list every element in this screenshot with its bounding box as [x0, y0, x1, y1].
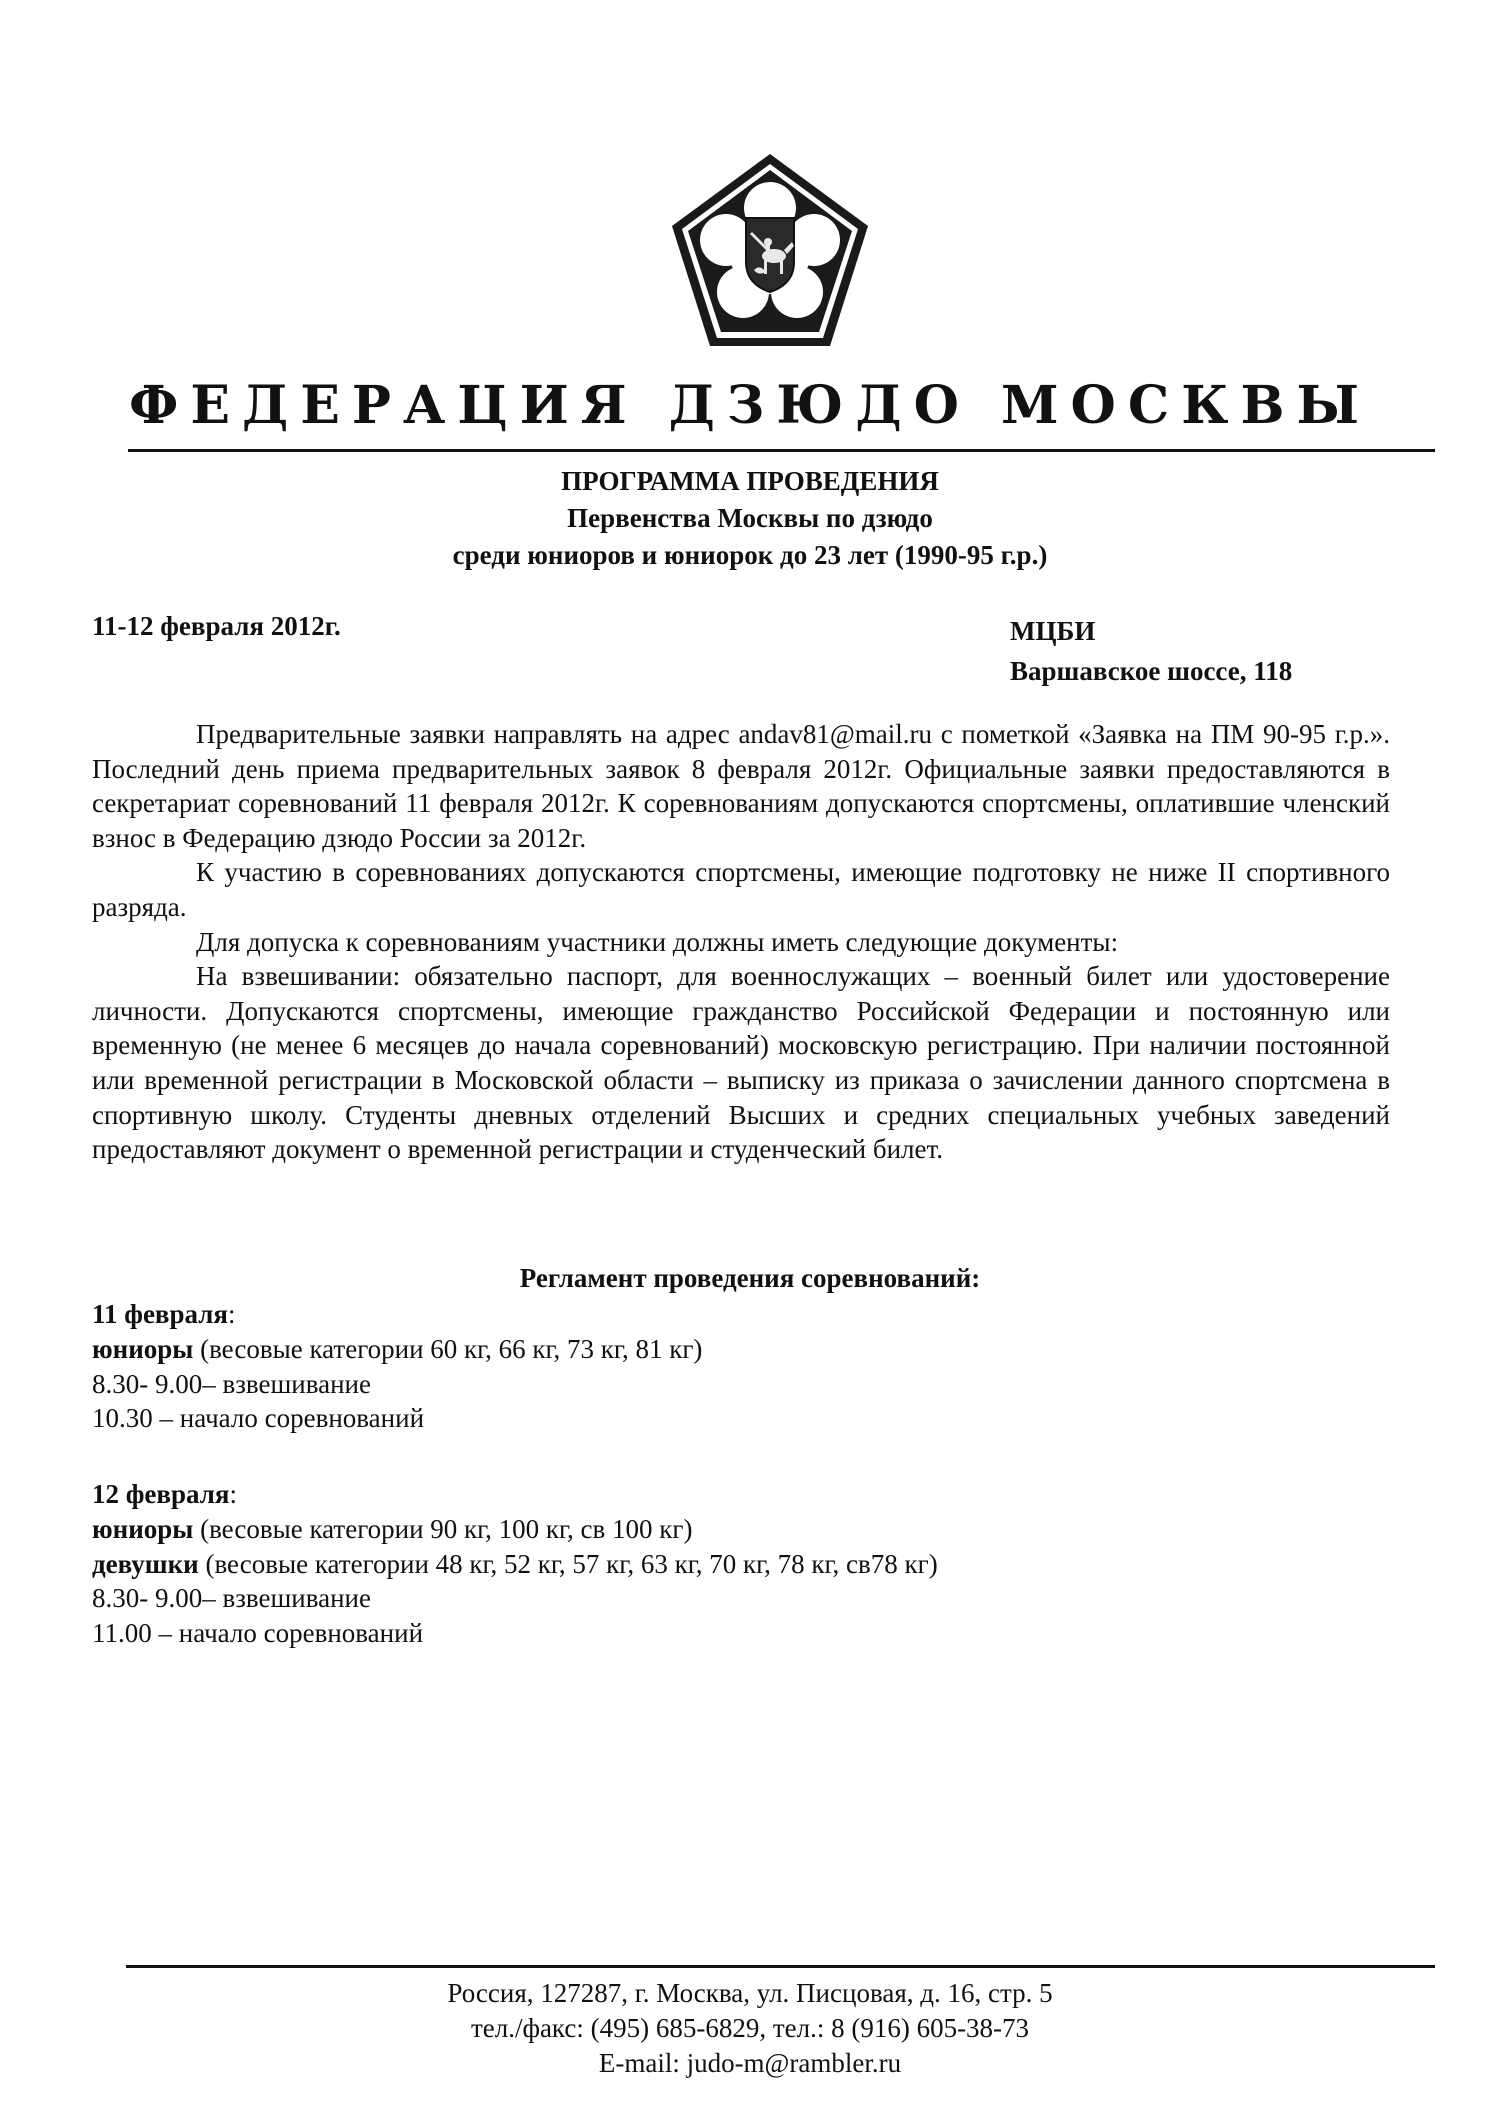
header-divider: [128, 449, 1435, 452]
body-text: [92, 717, 1390, 1167]
paragraph-applications: Предварительные заявки направлять на адрес andav81@mail.ru с пометкой «Заявка на ПМ 90-95 г.р.». Последний день приема предварительных заявок 8 февраля 2012г. Официальные заявки предоставляются в секретариат соревнований 11 февраля 2012г. К соревнованиям допускаются спортсмены, оплатившие членский взнос в Федерацию дзюдо России за 2012г.: [92, 719, 1390, 853]
day-2-start: 11.00 – начало соревнований: [92, 1618, 424, 1649]
day-1-weigh-in: 8.30- 9.00– взвешивание: [92, 1368, 371, 1399]
day-2-group2-categories: (весовые категории 48 кг, 52 кг, 57 кг, 63 кг, 70 кг, 78 кг, св78 кг): [198, 1548, 938, 1579]
day-1-group-juniors: [92, 1332, 702, 1367]
event-venue: [1010, 611, 1292, 691]
day-2-group1-categories: (весовые категории 90 кг, 100 кг, св 100 кг): [193, 1513, 693, 1544]
day-1-colon: :: [228, 1299, 236, 1329]
footer-address: Россия, 127287, г. Москва, ул. Писцовая, д. 16, стр. 5: [447, 1978, 1053, 2008]
venue-address: Варшавское шоссе, 118: [1010, 656, 1293, 686]
day-1-start: 10.30 – начало соревнований: [92, 1403, 425, 1434]
day-2-group-juniors: [92, 1512, 938, 1547]
day-2-weigh-in: 8.30- 9.00– взвешивание: [92, 1583, 371, 1614]
day-2-group-girls: [92, 1547, 938, 1582]
footer-email: E-mail: judo-m@rambler.ru: [598, 2048, 902, 2078]
moscow-emblem-icon: [668, 150, 873, 350]
venue-name: МЦБИ: [1010, 616, 1096, 646]
schedule-day-1: [92, 1297, 702, 1436]
day-1-group-categories: (весовые категории 60 кг, 66 кг, 73 кг, 81 кг): [193, 1333, 703, 1364]
footer-phones: тел./факс: (495) 685-6829, тел.: 8 (916) 605-38-73: [470, 2013, 1030, 2043]
schedule-title: Регламент проведения соревнований:: [519, 1263, 981, 1293]
paragraph-eligibility: К участию в соревнованиях допускаются спортсмены, имеющие подготовку не ниже II спортивного разряда.: [92, 857, 1390, 922]
day-1-date: 11 февраля: [92, 1299, 229, 1329]
program-subtitle: Первенства Москвы по дзюдо: [567, 503, 933, 533]
footer-divider: [126, 1965, 1435, 1968]
day-2-heading: [92, 1477, 938, 1512]
day-1-group-label: юниоры: [92, 1333, 194, 1364]
day-2-colon: :: [229, 1479, 238, 1509]
day-2-group1-label: юниоры: [92, 1513, 194, 1544]
program-subtitle-age: среди юниоров и юниорок до 23 лет (1990-95 г.р.): [452, 540, 1048, 570]
day-2-date: 12 февраля: [92, 1479, 230, 1509]
federation-title: ФЕДЕРАЦИЯ ДЗЮДО МОСКВЫ: [129, 375, 1371, 436]
program-title: ПРОГРАММА ПРОВЕДЕНИЯ: [561, 466, 939, 496]
paragraph-weigh-in: На взвешивании: обязательно паспорт, для военнослужащих – военный билет или удостоверение личности. Допускаются спортсмены, имеющие гражданство Российской Федерации и постоянную или временную (не менее 6 месяцев до начала соревнований) московскую регистрацию. При наличии постоянной или временной регистрации в Московской области – выписку из приказа о зачислении данного спортсмена в спортивную школу. Студенты дневных отделений Высших и средних специальных учебных заведений предоставляют документ о временной регистрации и студенческий билет.: [92, 961, 1390, 1165]
schedule-day-2: [92, 1477, 938, 1651]
event-date: 11-12 февраля 2012г.: [92, 611, 341, 641]
paragraph-documents: Для допуска к соревнованиям участники должны иметь следующие документы:: [196, 926, 1119, 957]
day-2-group2-label: девушки: [92, 1548, 199, 1579]
day-1-heading: [92, 1297, 702, 1332]
